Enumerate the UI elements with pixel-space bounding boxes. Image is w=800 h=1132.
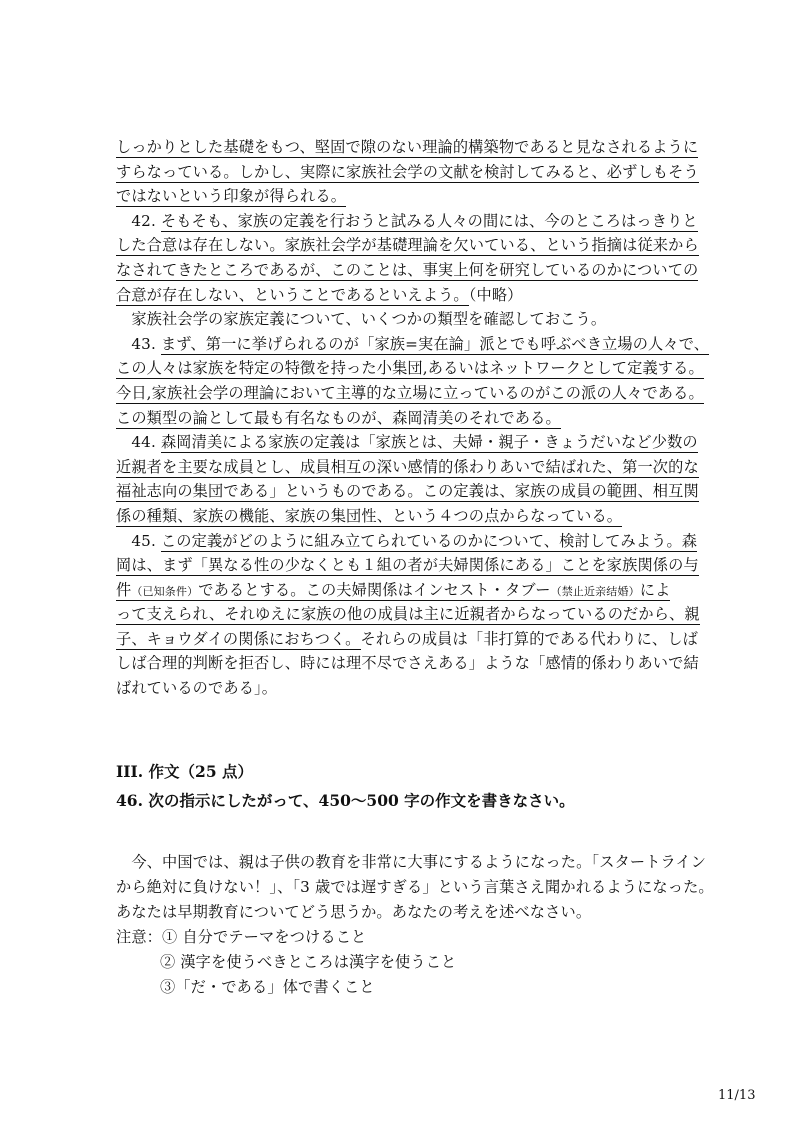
passage-line	[116, 358, 706, 378]
underlined-text: 係の種類、家族の機能、家族の集団性、という４つの点からなっている。	[116, 506, 623, 525]
question-43-line	[116, 334, 710, 354]
question-number-43: 43.	[131, 334, 156, 353]
passage-line	[116, 481, 706, 501]
note-line	[116, 927, 716, 947]
reading-passage	[116, 137, 710, 703]
question-46-heading: 46. 次の指示にしたがって、450～500 字の作文を書きなさい。	[116, 791, 575, 810]
question-number-44: 44.	[131, 433, 156, 452]
question-44-line	[116, 432, 706, 452]
underlined-text-part: であるとする。この夫婦関係はインセスト・タブー	[198, 580, 551, 599]
passage-line	[116, 580, 706, 600]
essay-prompt	[116, 852, 716, 1002]
prompt-line	[116, 852, 716, 872]
chinese-gloss: （禁止近亲结婚）	[550, 584, 640, 598]
underlined-text: この人々は家族を特定の特徴を持った小集団,あるいはネットワークとして定義する。	[116, 359, 704, 378]
prompt-text: から絶対に負けない！」、「3 歳では遅すぎる」という言葉さえ聞かれるようになった。	[116, 878, 714, 896]
passage-line	[116, 309, 706, 329]
page-number: 11/13	[718, 1088, 756, 1103]
passage-line	[116, 383, 706, 403]
underlined-text: って支えられ、それゆえに家族の他の成員は主に近親者からなっているのだから、親	[116, 605, 700, 624]
note-item-2: ② 漢字を使うべきところは漢字を使うこと	[160, 953, 457, 971]
note-line	[116, 977, 716, 997]
prompt-text: あなたは早期教育についてどう思うか。あなたの考えを述べなさい。	[116, 903, 592, 921]
question-45-line	[116, 531, 706, 551]
plain-text: しば合理的判断を拒否し、時には理不尽でさえある」ような「感情的係わりあいで結	[116, 654, 699, 673]
note-label: 注意：	[116, 928, 163, 946]
underlined-text-part: 件	[116, 580, 132, 599]
plain-text: それらの成員は「非打算的である代わりに、しば	[360, 629, 698, 648]
underlined-text: この類型の論として最も有名なものが、森岡清美のそれである。	[116, 408, 561, 427]
plain-text: 家族社会学の家族定義について、いくつかの類型を確認しておこう。	[131, 310, 607, 329]
passage-line	[116, 285, 706, 305]
underlined-text: した合意は存在しない。家族社会学が基礎理論を欠いている、という指摘は従来から	[116, 236, 699, 255]
passage-line	[116, 555, 706, 575]
passage-line	[116, 137, 706, 157]
underlined-text: この定義がどのように組み立てられているのかについて、検討してみよう。森	[160, 531, 698, 550]
underlined-text: 今日,家族社会学の理論において主導的な立場に立っているのがこの派の人々である。	[116, 383, 704, 402]
section-heading: III. 作文（25 点）	[116, 762, 254, 781]
passage-line	[116, 629, 706, 649]
underlined-text: なされてきたところであるが、このことは、事実上何を研究しているのかについての	[116, 260, 699, 279]
underlined-text: そもそも、家族の定義を行おうと試みる人々の間には、今のところはっきりと	[160, 211, 698, 230]
underlined-text: 子、キョウダイの関係におちつく。	[116, 629, 361, 648]
passage-line	[116, 162, 706, 182]
question-42-line	[116, 211, 706, 231]
question-number-42: 42.	[131, 211, 156, 230]
underlined-text-part: によ	[639, 580, 671, 599]
chinese-gloss: （已知条件）	[131, 584, 199, 598]
underlined-text: 近親者を主要な成員とし、成員相互の深い感情的係わりあいで結ばれた、第一次的な	[116, 457, 699, 476]
passage-line	[116, 186, 706, 206]
underlined-text: 福祉志向の集団である」というものである。この定義は、家族の成員の範囲、相互関	[116, 482, 699, 501]
passage-line	[116, 235, 706, 255]
prompt-line	[116, 877, 716, 897]
passage-line	[116, 408, 706, 428]
note-item-3: ③「だ・である」体で書くこと	[160, 978, 375, 996]
underlined-text: 合意が存在しない、ということであるといえよう。	[116, 285, 469, 304]
plain-text: ばれているのである」。	[116, 679, 278, 698]
passage-line	[116, 678, 706, 698]
passage-line	[116, 506, 706, 526]
passage-line	[116, 260, 706, 280]
question-number-45: 45.	[131, 531, 156, 550]
note-item-1: ① 自分でテーマをつけること	[162, 928, 367, 946]
underlined-text: 岡は、まず「異なる性の少なくとも１組の者が夫婦関係にある」ことを家族関係の与	[116, 556, 699, 575]
underlined-text: まず、第一に挙げられるのが「家族=実在論」派とでも呼ぶべき立場の人々で、	[160, 334, 710, 353]
passage-line	[116, 653, 706, 673]
passage-line	[116, 457, 706, 477]
underlined-text: 森岡清美による家族の定義は「家族とは、夫婦・親子・きょうだいなど少数の	[160, 433, 698, 452]
passage-line	[116, 604, 706, 624]
underlined-text: しっかりとした基礎をもつ、堅固で隙のない理論的構築物であると見なされるように	[116, 138, 699, 156]
prompt-line	[116, 902, 716, 922]
underlined-text: ではないという印象が得られる。	[116, 187, 347, 206]
underlined-text: すらなっている。しかし、実際に家族社会学の文献を検討してみると、必ずしもそう	[116, 162, 699, 181]
omission-mark: （中略）	[468, 285, 523, 304]
note-line	[116, 952, 716, 972]
prompt-text: 今、中国では、親は子供の教育を非常に大事にするようになった。「スタートライン	[131, 853, 707, 871]
underlined-text	[116, 581, 670, 601]
